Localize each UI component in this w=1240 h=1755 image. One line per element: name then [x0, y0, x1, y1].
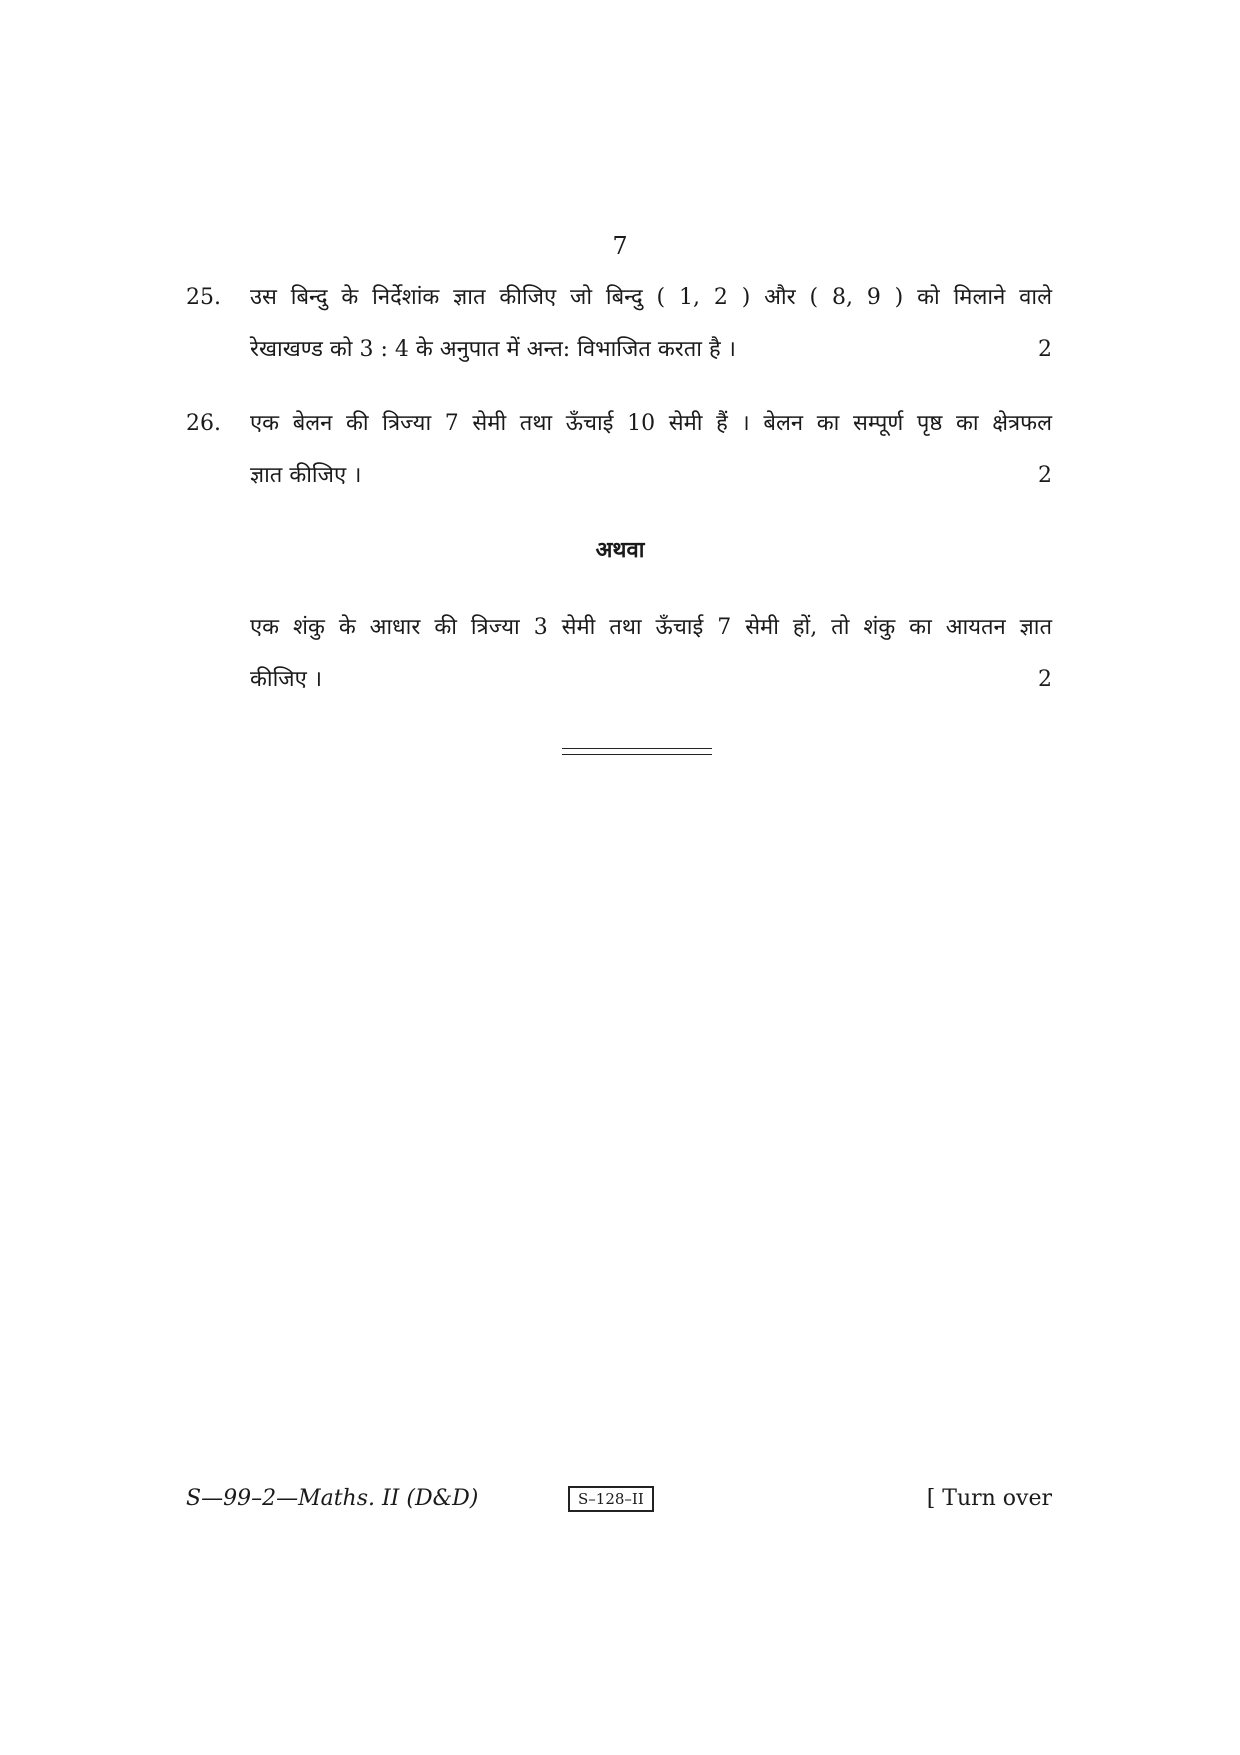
- question-line: [186, 654, 1052, 706]
- question-marks: 2: [1038, 667, 1052, 692]
- turn-over-label: [ Turn over: [926, 1486, 1052, 1511]
- question-25: [186, 272, 1052, 376]
- question-line: [186, 398, 1052, 450]
- question-number: 26.: [186, 411, 221, 436]
- page-number: 7: [612, 232, 628, 260]
- question-text: रेखाखण्ड को 3 : 4 के अनुपात में अन्त: विभाजित करता है ।: [250, 337, 736, 362]
- question-26: [186, 398, 1052, 502]
- question-text: ज्ञात कीजिए ।: [250, 463, 362, 488]
- question-line: [186, 450, 1052, 502]
- alternative-question: [186, 602, 1052, 706]
- or-heading: अथवा: [595, 537, 645, 563]
- paper-code-box: S–128–II: [568, 1486, 654, 1512]
- end-rule-top: [562, 748, 712, 749]
- question-text: एक शंकु के आधार की त्रिज्या 3 सेमी तथा ऊँचाई 7 सेमी हों, तो शंकु का आयतन ज्ञात: [250, 615, 1052, 640]
- question-marks: 2: [1038, 337, 1052, 362]
- question-line: [186, 324, 1052, 376]
- question-marks: 2: [1038, 463, 1052, 488]
- question-text: एक बेलन की त्रिज्या 7 सेमी तथा ऊँचाई 10 सेमी हैं । बेलन का सम्पूर्ण पृष्ठ का क्षेत्रफल: [250, 411, 1052, 436]
- page-footer: [186, 1482, 1052, 1522]
- question-number: 25.: [186, 285, 221, 310]
- paper-code: S—99–2—Maths. II (D&D): [186, 1486, 479, 1511]
- question-line: [186, 602, 1052, 654]
- question-text: उस बिन्दु के निर्देशांक ज्ञात कीजिए जो बिन्दु ( 1, 2 ) और ( 8, 9 ) को मिलाने वाले: [250, 285, 1052, 310]
- end-rule-bottom: [562, 754, 712, 755]
- question-text: कीजिए ।: [250, 667, 323, 692]
- question-line: [186, 272, 1052, 324]
